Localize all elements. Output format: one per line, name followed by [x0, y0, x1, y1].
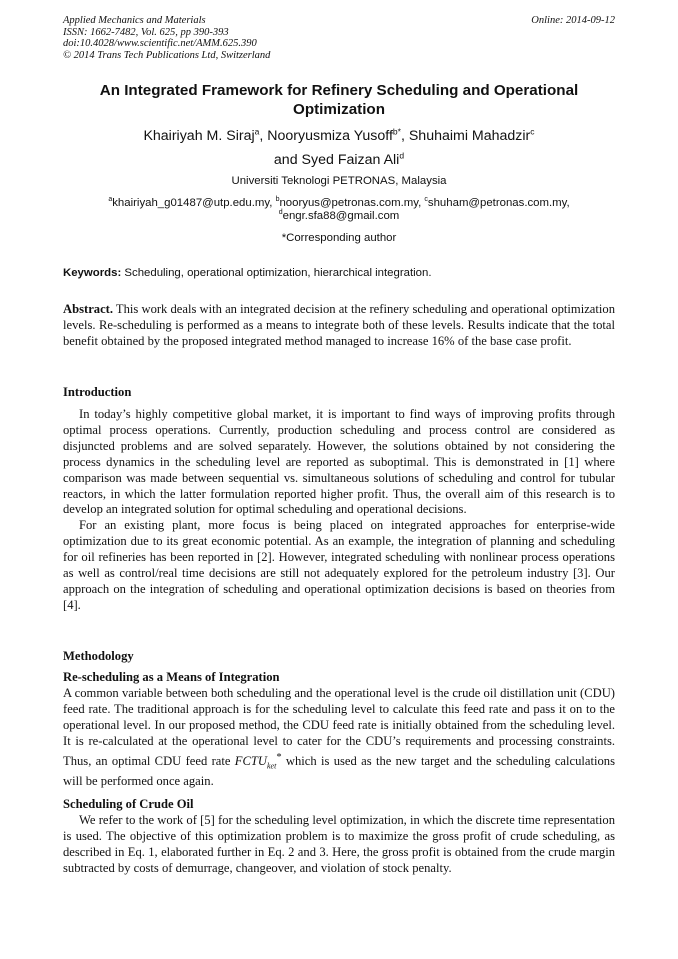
paragraph: We refer to the work of [5] for the scheduling level optimization, in which the discrete time representation is used. The objective of this optimization problem is to maximize the gross profit of crude scheduling, as described in Eq. 1, elaborated further in Eq. 2 and 3. Here, the gross profit is obtained from the crude margin subtracted by costs of demurrage, changeover, and violation of stock penalty.: [63, 813, 615, 875]
author-separator: ,: [259, 128, 268, 144]
paper-title: An Integrated Framework for Refinery Scheduling and Operational Optimization: [99, 82, 579, 118]
keywords: [63, 266, 615, 280]
abstract-text: This work deals with an integrated decision at the refinery scheduling and operational optimization levels. Re-scheduling is performed as a means to integrate both of these levels. Results indicate that the total benefit obtained by the proposed integrated method managed to increase 16% of the base case profit.: [63, 302, 615, 348]
email-line-2: [63, 210, 615, 223]
variable-subscript: ket: [266, 761, 277, 771]
author-emails: [63, 197, 615, 222]
variable-superscript: *: [276, 751, 282, 763]
scheduling-body: [63, 813, 615, 877]
abstract-paragraph: [63, 302, 615, 350]
email: nooryus@petronas.com.my,: [279, 197, 425, 209]
abstract-label: Abstract.: [63, 302, 114, 316]
subsection-heading-scheduling-crude-oil: Scheduling of Crude Oil: [63, 797, 194, 811]
author-name: Khairiyah M. Siraj: [143, 128, 255, 144]
doi-line: doi:10.4028/www.scientific.net/AMM.625.390: [63, 38, 257, 50]
email-marker: d: [278, 208, 283, 216]
subsection-heading-rescheduling: Re-scheduling as a Means of Integration: [63, 670, 280, 684]
email: khairiyah_g01487@utp.edu.my,: [112, 197, 276, 209]
email-marker: a: [108, 196, 113, 204]
journal-name: Applied Mechanics and Materials: [63, 15, 206, 26]
author-line-1: [63, 124, 615, 148]
section-heading-introduction: Introduction: [63, 385, 132, 399]
section-heading-methodology: Methodology: [63, 649, 134, 663]
affiliation: Universiti Teknologi PETRONAS, Malaysia: [231, 175, 447, 187]
issn-line: ISSN: 1662-7482, Vol. 625, pp 390-393: [63, 26, 229, 38]
keywords-text: Scheduling, operational optimization, hierarchical integration.: [121, 267, 432, 279]
paragraph-text: which is used as the new target and the scheduling calculations will be performed once again.: [63, 753, 615, 789]
author-list: [63, 124, 615, 172]
email-marker: b: [275, 196, 280, 204]
paragraph-text: A common variable between both scheduling and the operational level is the crude oil distillation unit (CDU) feed rate. The traditional approach is for the scheduling level to calculate this feed rate and pass it on to the operational level. In our proposed method, the CDU feed rate is initially obtained from the scheduling level. It is re-calculated at the operational level to cater for the CDU’s requirements and processing constraints. Thus, an optimal CDU feed rate: [63, 686, 615, 768]
email-marker: c: [424, 196, 428, 204]
abstract: [63, 302, 615, 350]
paragraph: In today’s highly competitive global market, it is important to find ways of improving profits through optimal process operations. Currently, production scheduling and process control are considered as disjuncted problems and are solved separately. However, the solutions obtained by not considering the process dynamics in the scheduling level are reported as suboptimal. This is demonstrated in [1] where comparison was made between sequential vs. simultaneous solutions of scheduling and control for tubular reactors, in which the latter formulation reported higher profit. Thus, the overall aim of this research is to develop an integrated solution for optimal scheduling and operational decisions.: [63, 407, 615, 517]
author-separator: ,: [400, 128, 409, 144]
author-marker: b*: [392, 126, 401, 137]
rescheduling-body: [63, 686, 615, 790]
introduction-body: [63, 407, 615, 614]
author-name: Syed Faizan Ali: [301, 152, 400, 168]
copyright-line: © 2014 Trans Tech Publications Ltd, Switzerland: [63, 49, 271, 61]
paragraph: For an existing plant, more focus is being placed on integrated approaches for enterprise-wide optimization due to its great economic potential. As an example, the integration of planning and scheduling for oil refineries has been reported in [2]. However, integrated scheduling with nonlinear process operations as well as control/real time decisions are still not adequately explored for the petroleum industry [3]. Our approach on the integration of scheduling and operational optimization decisions is based on theories from [4].: [63, 518, 615, 612]
corresponding-author-note: *Corresponding author: [281, 232, 397, 244]
keywords-label: Keywords:: [63, 267, 122, 279]
author-name: Shuhaimi Mahadzir: [408, 128, 531, 144]
author-line-2: [63, 148, 615, 172]
author-marker: c: [530, 126, 535, 137]
online-date: Online: 2014-09-12: [531, 15, 615, 26]
author-marker: d: [399, 150, 405, 161]
email: engr.sfa88@gmail.com: [282, 209, 400, 222]
author-conjunction: and: [273, 152, 302, 168]
email-line-1: [63, 197, 615, 210]
variable-fctu: [234, 753, 277, 771]
variable-name: FCTU: [234, 753, 267, 768]
author-marker: a: [254, 126, 260, 137]
journal-header: [63, 15, 615, 61]
author-name: Nooryusmiza Yusoff: [267, 128, 393, 144]
email: shuham@petronas.com.my,: [427, 197, 570, 209]
paragraph: [63, 686, 615, 790]
